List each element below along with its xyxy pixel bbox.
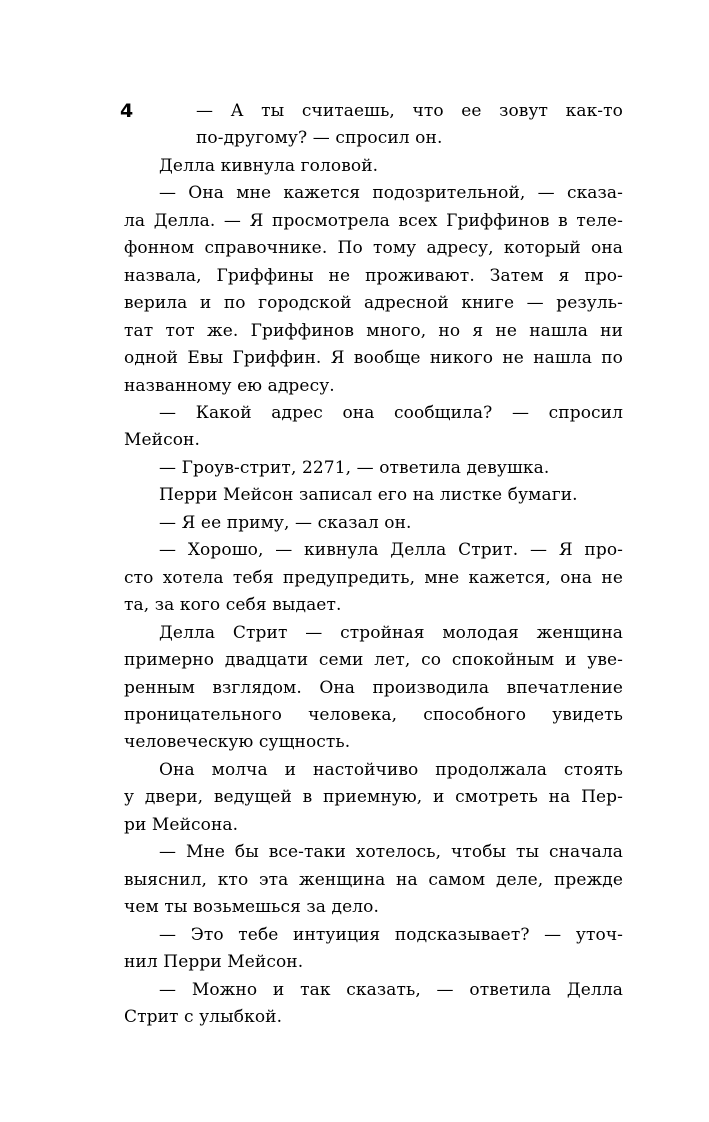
text-line: названному ею адресу. [124,375,335,396]
paragraph [124,620,623,757]
text-line: человеческую сущность. [124,732,351,753]
text-line: назвала, Гриффины не проживают. Затем я про- [124,265,623,286]
paragraph [124,153,623,180]
paragraph [124,482,623,509]
text-line: Делла кивнула головой. [159,155,379,176]
paragraph [124,537,623,619]
paragraph [124,180,623,400]
text-line: Мейсон. [124,430,200,451]
text-line: ренным взглядом. Она производила впечатление [124,677,623,698]
text-block [124,98,623,1031]
paragraph [124,757,623,839]
text-line: проницательного человека, способного увидеть [124,704,623,725]
text-line: выяснил, кто эта женщина на самом деле, прежде [124,869,623,890]
text-line: тат тот же. Гриффинов много, но я не нашла ни [124,320,623,341]
text-line: — Это тебе интуиция подсказывает? — уточ- [159,924,623,945]
text-line: Делла Стрит — стройная молодая женщина [159,622,623,643]
text-line: примерно двадцати семи лет, со спокойным и уве- [124,650,623,671]
paragraph [124,510,623,537]
text-line: Она молча и настойчиво продолжала стоять [159,759,623,780]
text-line: сто хотела тебя предупредить, мне кажется, она не [124,567,623,588]
text-line: — Я ее приму, — сказал он. [159,512,412,533]
text-line: фонном справочнике. По тому адресу, который она [124,238,623,259]
text-line: ри Мейсона. [124,814,239,835]
paragraph [196,98,623,153]
text-line: Перри Мейсон записал его на листке бумаги. [159,485,578,506]
text-line: по-другому? — спросил он. [196,128,443,149]
text-line: ла Делла. — Я просмотрела всех Гриффинов в теле- [124,210,623,231]
text-line: та, за кого себя выдает. [124,595,342,616]
paragraph [124,839,623,921]
paragraph [124,977,623,1032]
text-line: — Можно и так сказать, — ответила Делла [159,979,623,1000]
paragraph [124,455,623,482]
page-number: 4 [120,100,134,122]
text-line: — А ты считаешь, что ее зовут как-то [196,101,623,121]
text-line: у двери, ведущей в приемную, и смотреть на Пер- [124,787,623,808]
text-line: верила и по городской адресной книге — резуль- [124,293,623,314]
text-line: — Она мне кажется подозрительной, — сказа- [159,183,623,204]
text-line: — Хорошо, — кивнула Делла Стрит. — Я про- [159,540,623,561]
text-line: — Мне бы все-таки хотелось, чтобы ты сначала [159,842,623,863]
text-line: — Какой адрес она сообщила? — спросил [159,402,623,423]
text-line: чем ты возьмешься за дело. [124,897,379,918]
text-line: — Гроув-стрит, 2271, — ответила девушка. [159,457,550,478]
text-line: Стрит с улыбкой. [124,1006,283,1027]
paragraph [124,400,623,455]
paragraph [124,922,623,977]
text-line: нил Перри Мейсон. [124,952,304,973]
text-line: одной Евы Гриффин. Я вообще никого не нашла по [124,348,623,369]
